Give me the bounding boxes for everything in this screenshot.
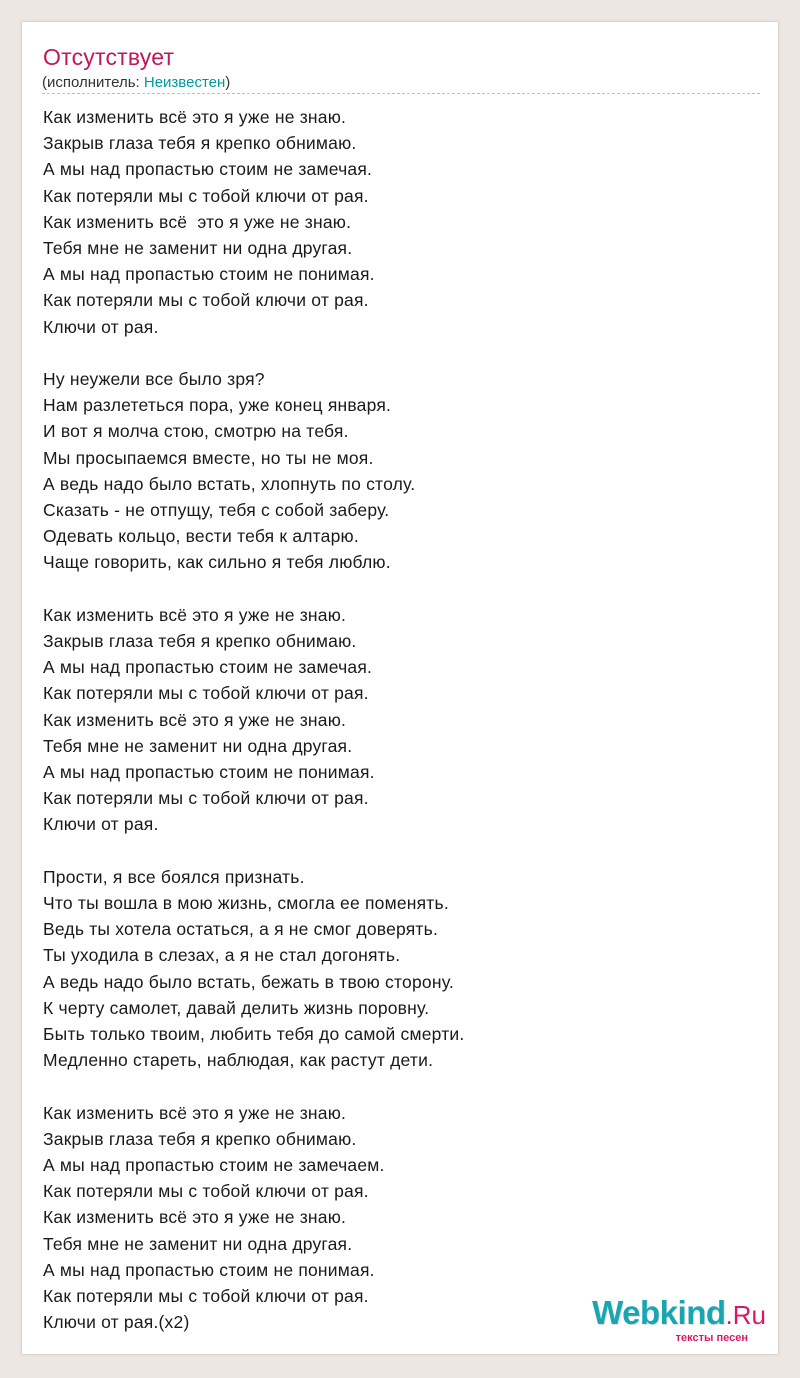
artist-link[interactable]: Неизвестен [143, 74, 226, 91]
logo-brand-suffix: .Ru [725, 1300, 766, 1330]
lyrics-line: Сказать - не отпущу, тебя с собой заберу. [43, 500, 390, 521]
lyrics-line: Ключи от рая.(x2) [43, 1312, 190, 1333]
lyrics-line: Прости, я все боялся признать. [43, 866, 305, 887]
lyrics-line: А ведь надо было встать, хлопнуть по столу. [43, 473, 416, 494]
lyrics-line: Закрыв глаза тебя я крепко обнимаю. [43, 133, 357, 154]
lyrics-line: К черту самолет, давай делить жизнь поровну. [43, 997, 430, 1018]
lyrics-line: Закрыв глаза тебя я крепко обнимаю. [43, 1128, 357, 1149]
lyrics-line: Ключи от рая. [43, 814, 159, 835]
lyrics-line: Как изменить всё это я уже не знаю. [43, 211, 352, 232]
lyrics-line: Что ты вошла в мою жизнь, смогла ее поменять. [43, 893, 449, 914]
lyrics-line: А мы над пропастью стоим не понимая. [43, 762, 375, 783]
lyrics-line: Как изменить всё это я уже не знаю. [43, 1207, 347, 1228]
lyrics-line: А мы над пропастью стоим не замечая. [43, 657, 373, 678]
logo-brand-main: Webkind [592, 1294, 726, 1331]
logo-tagline: тексты песен [675, 1332, 748, 1344]
lyrics-stanza [43, 864, 743, 1074]
lyrics-line: Нам разлететься пора, уже конец января. [43, 395, 392, 416]
lyrics-line: Как потеряли мы с тобой ключи от рая. [43, 290, 369, 311]
lyrics-line: Как потеряли мы с тобой ключи от рая. [43, 788, 369, 809]
lyrics-line: Ведь ты хотела остаться, а я не смог доверять. [43, 919, 439, 940]
lyrics-line: Как изменить всё это я уже не знаю. [43, 1102, 347, 1123]
logo-wordmark [592, 1296, 766, 1332]
lyrics-line: Как изменить всё это я уже не знаю. [43, 709, 347, 730]
lyrics-line: А мы над пропастью стоим не замечаем. [43, 1155, 385, 1176]
lyrics-card [21, 21, 779, 1355]
lyrics-stanza [43, 366, 743, 576]
lyrics-line: А ведь надо было встать, бежать в твою сторону. [43, 971, 454, 992]
lyrics-line: Как изменить всё это я уже не знаю. [43, 604, 347, 625]
lyrics-line: Ну неужели все было зря? [43, 369, 265, 390]
lyrics-stanza [43, 104, 743, 340]
lyrics-line: Как потеряли мы с тобой ключи от рая. [43, 1181, 369, 1202]
lyrics-line: Тебя мне не заменит ни одна другая. [43, 1233, 353, 1254]
lyrics-stanza [43, 602, 743, 838]
lyrics-line: А мы над пропастью стоим не понимая. [43, 264, 375, 285]
lyrics-line: А мы над пропастью стоим не замечая. [43, 159, 373, 180]
lyrics-line: Закрыв глаза тебя я крепко обнимаю. [43, 631, 357, 652]
lyrics-line: А мы над пропастью стоим не понимая. [43, 1259, 375, 1280]
lyrics-line: Быть только твоим, любить тебя до самой смерти. [43, 1024, 465, 1045]
lyrics-line: Как потеряли мы с тобой ключи от рая. [43, 1286, 369, 1307]
lyrics-line: Как потеряли мы с тобой ключи от рая. [43, 185, 369, 206]
lyrics-line: Мы просыпаемся вместе, но ты не моя. [43, 447, 374, 468]
lyrics-text [43, 104, 743, 1335]
lyrics-line: Тебя мне не заменит ни одна другая. [43, 238, 353, 259]
artist-prefix: (исполнитель: [42, 74, 144, 91]
lyrics-line: Чаще говорить, как сильно я тебя люблю. [43, 552, 391, 573]
title-divider [42, 93, 760, 94]
lyrics-line: Как потеряли мы с тобой ключи от рая. [43, 683, 369, 704]
lyrics-line: Тебя мне не заменит ни одна другая. [43, 735, 353, 756]
lyrics-line: Одевать кольцо, вести тебя к алтарю. [43, 526, 359, 547]
song-title: Отсутствует [43, 44, 175, 70]
lyrics-line: Ты уходила в слезах, а я не стал догонять. [43, 945, 401, 966]
webkind-logo[interactable] [592, 1296, 766, 1344]
lyrics-line: Ключи от рая. [43, 316, 159, 337]
artist-line [42, 73, 230, 93]
lyrics-line: И вот я молча стою, смотрю на тебя. [43, 421, 349, 442]
lyrics-line: Медленно стареть, наблюдая, как растут дети. [43, 1050, 434, 1071]
lyrics-line: Как изменить всё это я уже не знаю. [43, 107, 347, 127]
artist-suffix: ) [225, 74, 231, 91]
